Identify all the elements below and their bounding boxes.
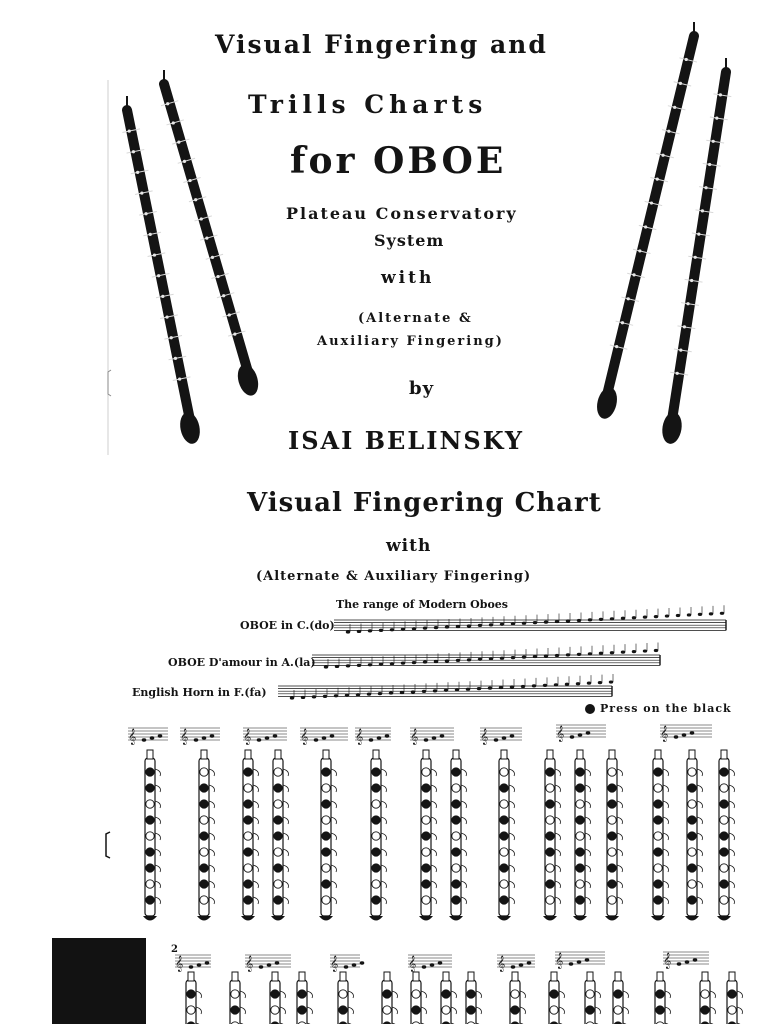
svg-text:𝄞: 𝄞 [555, 953, 564, 969]
fingering-diagram-icon [241, 750, 258, 921]
chart-subtitle: (Alternate & Auxiliary Fingering) [256, 569, 532, 584]
svg-text:𝄞: 𝄞 [300, 729, 309, 745]
bracket-mark [106, 832, 110, 858]
svg-text:𝄞: 𝄞 [243, 729, 252, 745]
fingering-diagram-icon [508, 972, 525, 1024]
section-number: 2 [171, 944, 178, 955]
fingering-diagram-icon [268, 972, 285, 1024]
svg-text:𝄞: 𝄞 [556, 726, 565, 742]
svg-text:𝄞: 𝄞 [180, 729, 189, 745]
svg-text:𝄞: 𝄞 [245, 956, 254, 972]
fingering-diagram-icon [449, 750, 466, 921]
music-staff-icon [245, 955, 291, 972]
fingering-diagram-icon [271, 750, 288, 921]
svg-text:𝄞: 𝄞 [408, 956, 417, 972]
music-staff-icon [355, 728, 391, 745]
fingering-diagram-icon [369, 750, 386, 921]
fingering-diagram-icon [409, 972, 426, 1024]
fingering-diagram-icon [184, 972, 201, 1024]
fingering-diagram-icon [685, 750, 702, 921]
instrument-label-oboe-damour: OBOE D'amour in A.(la) [168, 656, 316, 669]
fingering-diagram-icon [380, 972, 397, 1024]
fingering-diagram-icon [583, 972, 600, 1024]
cover-alternate-line1: (Alternate & [358, 311, 473, 326]
fingering-diagram-icon [295, 972, 312, 1024]
chart-title: Visual Fingering Chart [247, 488, 602, 518]
fingering-diagram-icon [543, 750, 560, 921]
fingering-diagram-icon [197, 750, 214, 921]
cover-author: ISAI BELINSKY [288, 426, 525, 455]
svg-text:𝄞: 𝄞 [480, 729, 489, 745]
cover-title-line3: for OBOE [290, 140, 507, 182]
black-dot-icon [585, 704, 595, 714]
svg-text:𝄞: 𝄞 [330, 956, 339, 972]
fingering-diagram-icon [653, 972, 670, 1024]
music-staff-icon [175, 955, 211, 972]
fingering-diagram-icon [547, 972, 564, 1024]
chart-with: with [386, 536, 432, 556]
cover-subtitle-line2: System [374, 231, 445, 250]
cover-alternate-line2: Auxiliary Fingering) [317, 334, 504, 349]
fingering-diagram-icon [143, 750, 160, 921]
music-staff-icon [243, 728, 287, 745]
cover-by: by [409, 378, 435, 399]
music-staff-icon [556, 725, 606, 742]
cover-title-line1: Visual Fingering and [215, 30, 548, 59]
scan-dark-block [52, 938, 146, 1024]
music-staff-icon [278, 674, 613, 700]
fingering-diagram-icon [497, 750, 514, 921]
fingering-diagram-icon [573, 750, 590, 921]
music-staff-icon [180, 728, 220, 745]
svg-text:𝄞: 𝄞 [497, 956, 506, 972]
fingering-diagram-icon [228, 972, 245, 1024]
music-staff-icon [410, 728, 454, 745]
legend-press-black: Press on the black [600, 702, 732, 715]
music-staff-icon [663, 952, 709, 969]
bracket-mark [108, 370, 111, 396]
music-staff-icon [128, 728, 168, 745]
music-staff-icon [660, 725, 712, 742]
svg-text:𝄞: 𝄞 [663, 953, 672, 969]
fingering-diagram-icon [605, 750, 622, 921]
music-staff-icon [555, 952, 605, 969]
svg-text:𝄞: 𝄞 [175, 956, 184, 972]
fingering-diagram-icon [651, 750, 668, 921]
instrument-label-english-horn: English Horn in F.(fa) [132, 686, 267, 699]
cover-title-line2: Trills Charts [248, 90, 488, 119]
music-staff-icon [408, 955, 452, 972]
cover-with: with [381, 268, 435, 288]
fingering-diagram-icon [336, 972, 353, 1024]
music-staff-icon [497, 955, 535, 972]
svg-text:𝄞: 𝄞 [410, 729, 419, 745]
instrument-label-oboe: OBOE in C.(do) [240, 619, 335, 632]
music-staff-icon [300, 728, 348, 745]
music-staff-icon [330, 955, 364, 972]
fingering-diagram-icon [419, 750, 436, 921]
music-staff-icon [480, 728, 522, 745]
fingering-diagram-icon [611, 972, 628, 1024]
oboe-illustration-icon [122, 96, 202, 446]
fingering-diagram-icon [439, 972, 456, 1024]
range-title: The range of Modern Oboes [336, 598, 508, 611]
cover-subtitle-line1: Plateau Conservatory [286, 204, 518, 223]
music-staff-icon [312, 643, 660, 669]
svg-text:𝄞: 𝄞 [660, 726, 669, 742]
fingering-diagram-icon [319, 750, 336, 921]
fingering-diagram-icon [698, 972, 715, 1024]
fingering-diagram-icon [717, 750, 734, 921]
svg-text:𝄞: 𝄞 [128, 729, 137, 745]
svg-text:𝄞: 𝄞 [355, 729, 364, 745]
fingering-diagram-icon [464, 972, 481, 1024]
fingering-diagram-icon [725, 972, 742, 1024]
